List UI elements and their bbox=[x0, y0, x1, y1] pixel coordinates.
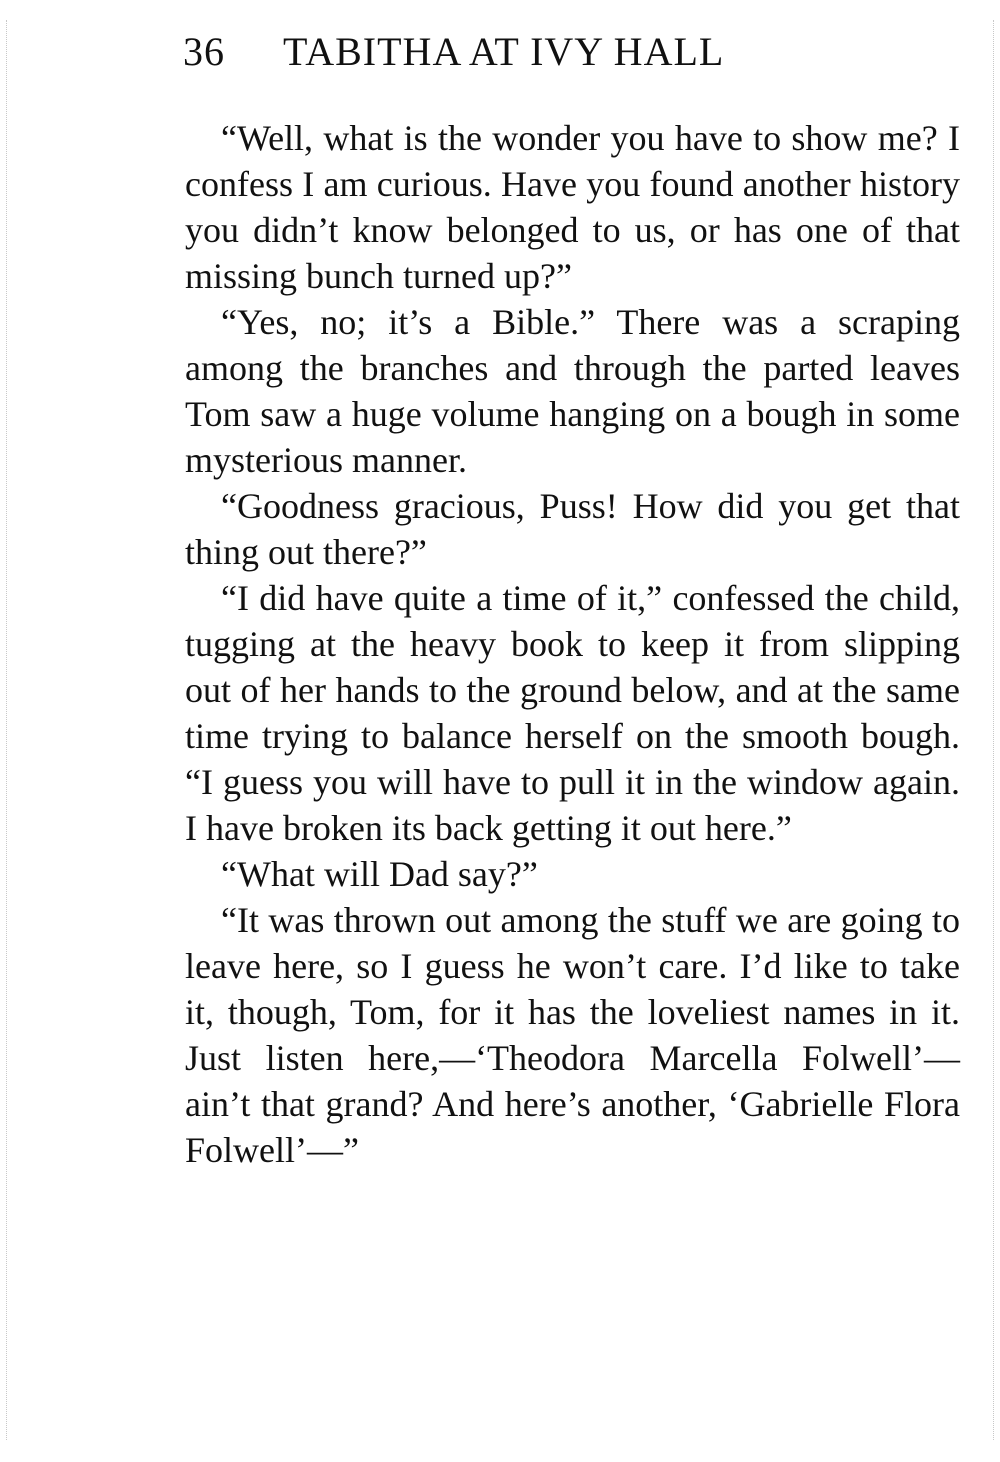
paragraph: “Goodness gracious, Puss! How did you get that thing out there?” bbox=[185, 486, 960, 572]
paragraph: “It was thrown out among the stuff we are going to leave here, so I guess he won’t care. I’d like to take it, though, Tom, for it has the loveliest names in it. Just listen here,—‘Theodora Marcella Folwell’—ain’t that grand? And here’s another, ‘Gabrielle Flora Folwell’—” bbox=[185, 900, 960, 1170]
running-title: TABITHA AT IVY HALL bbox=[283, 29, 725, 74]
page-number: 36 bbox=[183, 29, 225, 74]
body-text bbox=[185, 115, 960, 1173]
paragraph: “Yes, no; it’s a Bible.” There was a scraping among the branches and through the parted leaves Tom saw a huge volume hanging on a bough in some mysterious manner. bbox=[185, 302, 960, 480]
page-header bbox=[183, 22, 863, 82]
left-scan-edge bbox=[6, 20, 7, 1440]
paragraph: “What will Dad say?” bbox=[221, 854, 538, 894]
right-scan-edge bbox=[993, 20, 994, 1440]
paragraph: “Well, what is the wonder you have to show me? I confess I am curious. Have you found another history you didn’t know belonged to us, or has one of that missing bunch turned up?” bbox=[185, 118, 960, 296]
paragraph: “I did have quite a time of it,” confessed the child, tugging at the heavy book to keep it from slipping out of her hands to the ground below, and at the same time trying to balance herself on the smooth bough. “I guess you will have to pull it in the window again. I have broken its back getting it out here.” bbox=[185, 578, 960, 848]
